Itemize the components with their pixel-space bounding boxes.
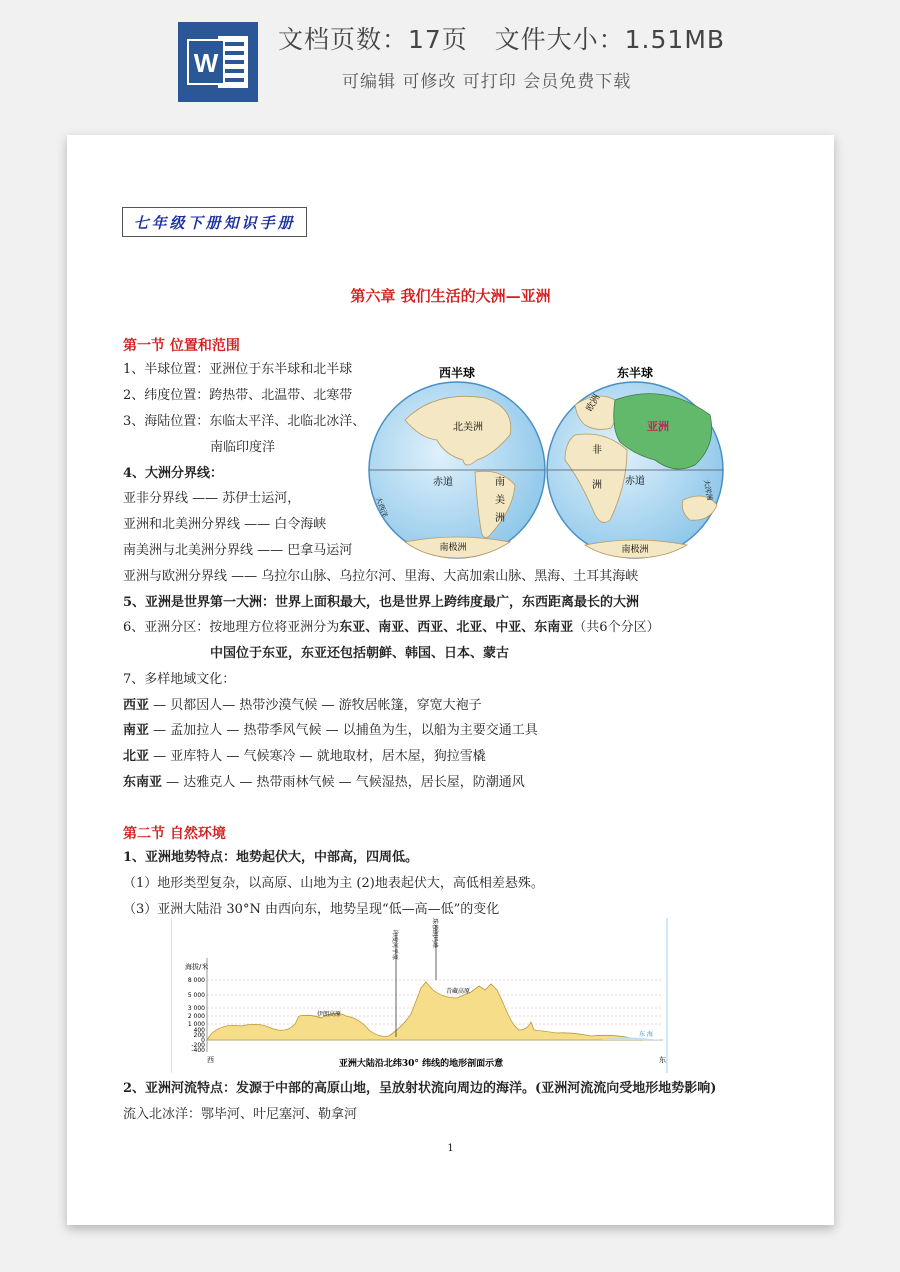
text-line: 2、纬度位置：跨热带、北温带、北寒带: [123, 388, 353, 403]
culture-line: 西亚 — 贝都因人— 热带沙漠气候 — 游牧居帐篷，穿宽大袍子: [123, 698, 482, 713]
svg-text:3 000: 3 000: [187, 1005, 205, 1012]
hemispheres-map: [365, 360, 725, 560]
section1-title: 第一节 位置和范围: [123, 338, 240, 354]
download-banner: [0, 0, 900, 130]
text-line: 5、亚洲是世界第一大洲：世界上面积最大，也是世界上跨纬度最广，东西距离最长的大洲: [123, 595, 640, 610]
word-document-icon: [178, 22, 258, 102]
svg-text:8 000: 8 000: [187, 977, 205, 984]
text-line: 南美洲与北美洲分界线 —— 巴拿马运河: [123, 543, 353, 558]
text-line: 亚洲和北美洲分界线 —— 白令海峡: [123, 517, 327, 532]
svg-text:欧洲: 欧洲: [584, 392, 603, 414]
text-line: 2、亚洲河流特点：发源于中部的高原山地，呈放射状流向周边的海洋。(亚洲河流流向受地形地势影响): [123, 1081, 717, 1096]
svg-text:0: 0: [201, 1037, 205, 1044]
text-line: 7、多样地域文化：: [123, 672, 236, 687]
svg-text:洲: 洲: [495, 513, 505, 524]
terrain-profile-shape: [207, 982, 643, 1040]
text-line: （1）地形类型复杂，以高原、山地为主 (2)地表起伏大，高低相差悬殊。: [123, 876, 544, 891]
svg-text:2 000: 2 000: [187, 1013, 205, 1020]
manual-title-box: 七年级下册知识手册: [122, 207, 307, 237]
west-hemisphere-title: 西半球: [438, 366, 476, 380]
svg-text:亚洲: 亚洲: [647, 420, 669, 433]
text-line-item6: 6、亚洲分区：按地理方位将亚洲分为东亚、南亚、西亚、北亚、中亚、东南亚（共6个分区）: [123, 620, 660, 635]
culture-line: 南亚 — 孟加拉人 — 热带季风气候 — 以捕鱼为生，以船为主要交通工具: [123, 723, 538, 738]
banner-subtitle: 可编辑 可修改 可打印 会员免费下载: [342, 72, 632, 92]
svg-text:北美洲: 北美洲: [453, 422, 483, 433]
svg-text:赤道: 赤道: [433, 477, 453, 488]
svg-text:海拔/米: 海拔/米: [185, 963, 209, 971]
text-line: 中国位于东亚，东亚还包括朝鲜、韩国、日本、蒙古: [210, 646, 510, 661]
east-hemisphere-title: 东半球: [616, 366, 654, 380]
profile-caption: 亚洲大陆沿北纬30° 纬线的地形剖面示意: [338, 1059, 504, 1069]
topographic-profile-figure: [171, 918, 671, 1073]
svg-text:伊朗高原: 伊朗高原: [317, 1011, 342, 1018]
svg-text:赤道: 赤道: [625, 476, 645, 487]
svg-text:东 海: 东 海: [639, 1031, 653, 1038]
banner-title: 文档页数：17页 文件大小：1.51MB: [278, 25, 726, 54]
section2-title: 第二节 自然环境: [123, 826, 226, 842]
text-line: 南临印度洋: [210, 440, 276, 455]
svg-text:W: W: [193, 48, 219, 78]
svg-text:-200: -200: [191, 1042, 205, 1049]
svg-text:美: 美: [495, 495, 505, 506]
svg-text:1 000: 1 000: [187, 1021, 205, 1028]
svg-text:洲: 洲: [592, 480, 602, 491]
svg-text:大洋洲: 大洋洲: [702, 478, 714, 502]
svg-text:东: 东: [659, 1056, 666, 1064]
svg-text:西: 西: [207, 1056, 214, 1064]
svg-text:200: 200: [193, 1032, 205, 1039]
svg-text:400: 400: [193, 1027, 205, 1034]
svg-text:南: 南: [495, 477, 505, 488]
svg-text:珠穆朗玛峰: 珠穆朗玛峰: [431, 918, 438, 949]
culture-line: 北亚 — 亚库特人 — 气候寒冷 — 就地取材，居木屋，狗拉雪橇: [123, 749, 486, 764]
text-line: 4、大洲分界线：: [123, 466, 224, 481]
svg-text:非: 非: [592, 445, 602, 456]
text-line: 1、半球位置：亚洲位于东半球和北半球: [123, 362, 353, 377]
svg-text:大西洋: 大西洋: [374, 495, 389, 519]
text-line: 亚洲与欧洲分界线 —— 乌拉尔山脉、乌拉尔河、里海、大高加索山脉、黑海、土耳其海峡: [123, 569, 639, 584]
text-line: 1、亚洲地势特点：地势起伏大，中部高，四周低。: [123, 850, 419, 865]
svg-text:南极洲: 南极洲: [439, 543, 467, 553]
chapter-title: 第六章 我们生活的大洲—亚洲: [350, 287, 551, 305]
svg-text:印度河平原: 印度河平原: [391, 930, 398, 961]
svg-text:5 000: 5 000: [187, 992, 205, 999]
culture-line: 东南亚 — 达雅克人 — 热带雨林气候 — 气候湿热，居长屋，防潮通风: [123, 775, 525, 790]
text-line: 流入北冰洋：鄂毕河、叶尼塞河、勒拿河: [123, 1107, 358, 1122]
document-page: [67, 135, 834, 1225]
svg-text:-400: -400: [191, 1047, 205, 1054]
text-line: （3）亚洲大陆沿 30°N 由西向东，地势呈现“低—高—低”的变化: [123, 902, 500, 917]
svg-text:青藏高原: 青藏高原: [446, 988, 471, 995]
svg-text:南极洲: 南极洲: [621, 545, 649, 555]
text-line: 3、海陆位置：东临太平洋、北临北冰洋、: [123, 414, 366, 429]
text-line: 亚非分界线 —— 苏伊士运河，: [123, 491, 301, 506]
page-number: 1: [447, 1143, 454, 1154]
